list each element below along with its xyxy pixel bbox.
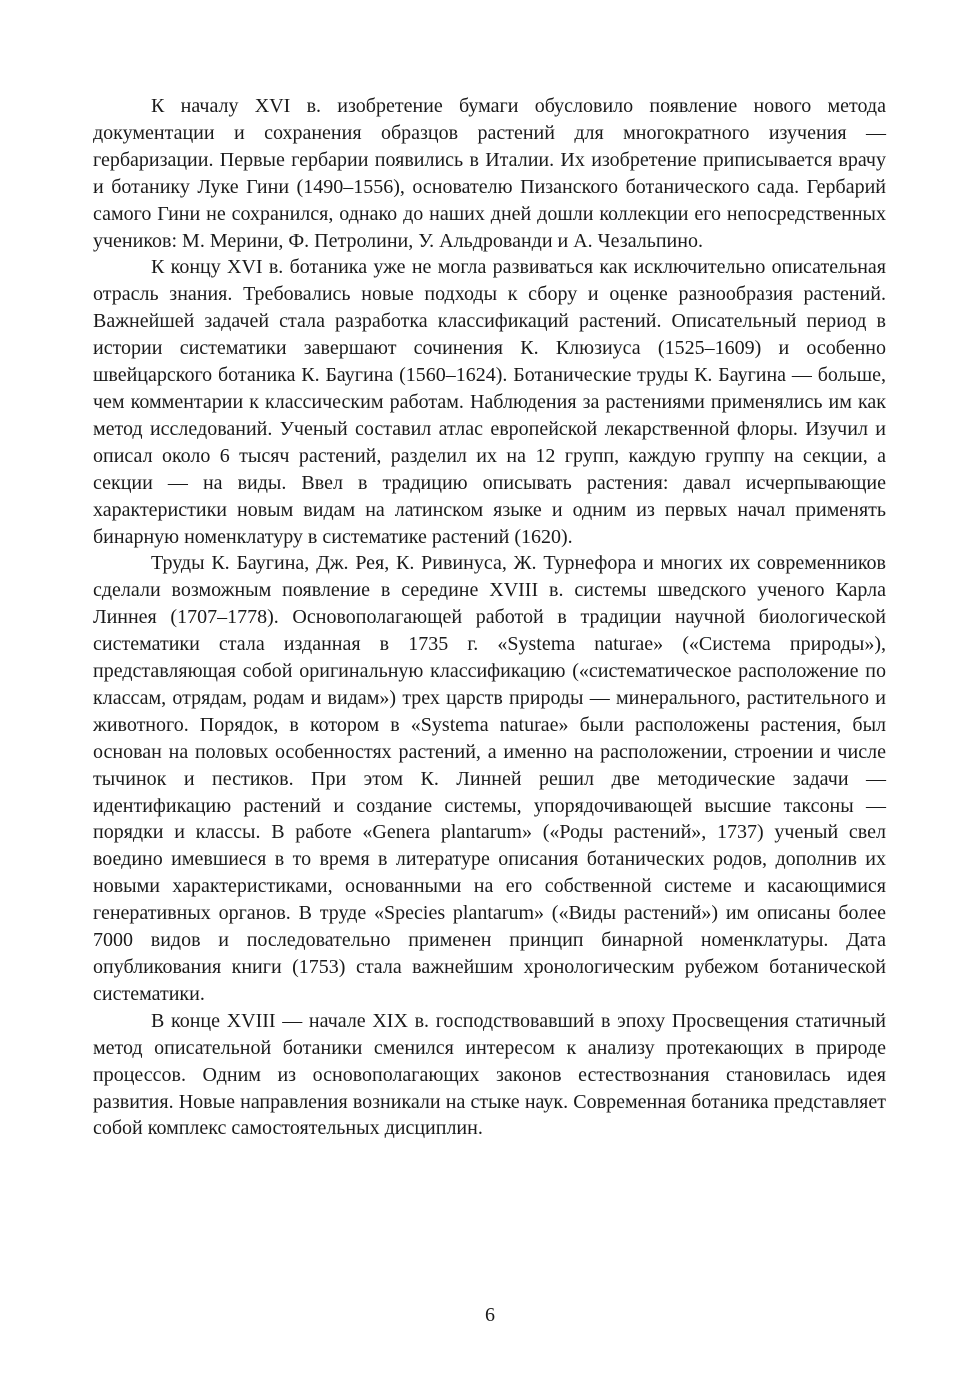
page-number: 6 bbox=[485, 1304, 495, 1326]
paragraph-modern-botany: В конце XVIII — начале XIX в. господствовавший в эпоху Просвещения статичный метод описательной ботаники сменился интересом к анализу протекающих в природе процессов. Одним из основополагающих законов естествознания становилась идея развития. Новые направления возникали на стыке наук. Современная ботаника представляет собой комплекс самостоятельных дисциплин. bbox=[93, 1009, 886, 1140]
paragraph-classification: К концу XVI в. ботаника уже не могла развиваться как исключительно описательная отрасль знания. Требовались новые подходы к сбору и оценке разнообразия растений. Важнейшей задачей стала разработка классификаций растений. Описательный период в истории систематики завершают сочинения К. Клюзиуса (1525–1609) и особенно швейцарского ботаника К. Баугина (1560–1624). Ботанические труды К. Баугина — больше, чем комментарии к классическим работам. Наблюдения за растениями применялись им как метод исследований. Ученый составил атлас европейской лекарственной флоры. Изучил и описал около 6 тысяч растений, разделил их на 12 групп, каждую группу на секции, а секции — на виды. Ввел в традицию описывать растения: давал исчерпывающие характеристики новым видам на латинском языке и одним из первых начал применять бинарную номенклатуру в систематике растений (1620). bbox=[93, 256, 886, 548]
paragraph-herbarium: К началу XVI в. изобретение бумаги обусловило появление нового метода документации и сохранения образцов растений для многократного изучения — гербаризации. Первые гербарии появились в Италии. Их изобретение приписывается врачу и ботанику Луке Гини (1490–1556), основателю Пизанского ботанического сада. Гербарий самого Гини не сохранился, однако до наших дней дошли коллекции его непосредственных учеников: М. Мерини, Ф. Петролини, У. Альдрованди и А. Чезальпино. bbox=[93, 95, 886, 252]
body-text bbox=[93, 93, 886, 1142]
paragraph-linnaeus: Труды К. Баугина, Дж. Рея, К. Ривинуса, Ж. Турнефора и многих их современников сделали возможным появление в середине XVIII в. системы шведского ученого Карла Линнея (1707–1778). Основополагающей работой в традиции научной биологической систематики стала изданная в 1735 г. «Systema naturae» («Система природы»), представляющая собой оригинальную классификацию («систематическое расположение по классам, отрядам, родам и видам») трех царств природы — минерального, растительного и животного. Порядок, в котором в «Systema naturae» были расположены растения, был основан на половых особенностях растений, а именно на расположении, строении и числе тычинок и пестиков. При этом К. Линней решил две методические задачи — идентификацию растений и создание системы, упорядочивающей высшие таксоны — порядки и классы. В работе «Genera plantarum» («Роды растений», 1737) ученый свел воедино имевшиеся в то время в литературе описания ботанических родов, дополнив их новыми характеристиками, основанными на его собственной системе и касающимися генеративных органов. В труде «Species plantarum» («Виды растений») им описаны более 7000 видов и последовательно применен принцип бинарной номенклатуры. Дата опубликования книги (1753) стала важнейшим хронологическим рубежом ботанической систематики. bbox=[93, 552, 886, 1005]
